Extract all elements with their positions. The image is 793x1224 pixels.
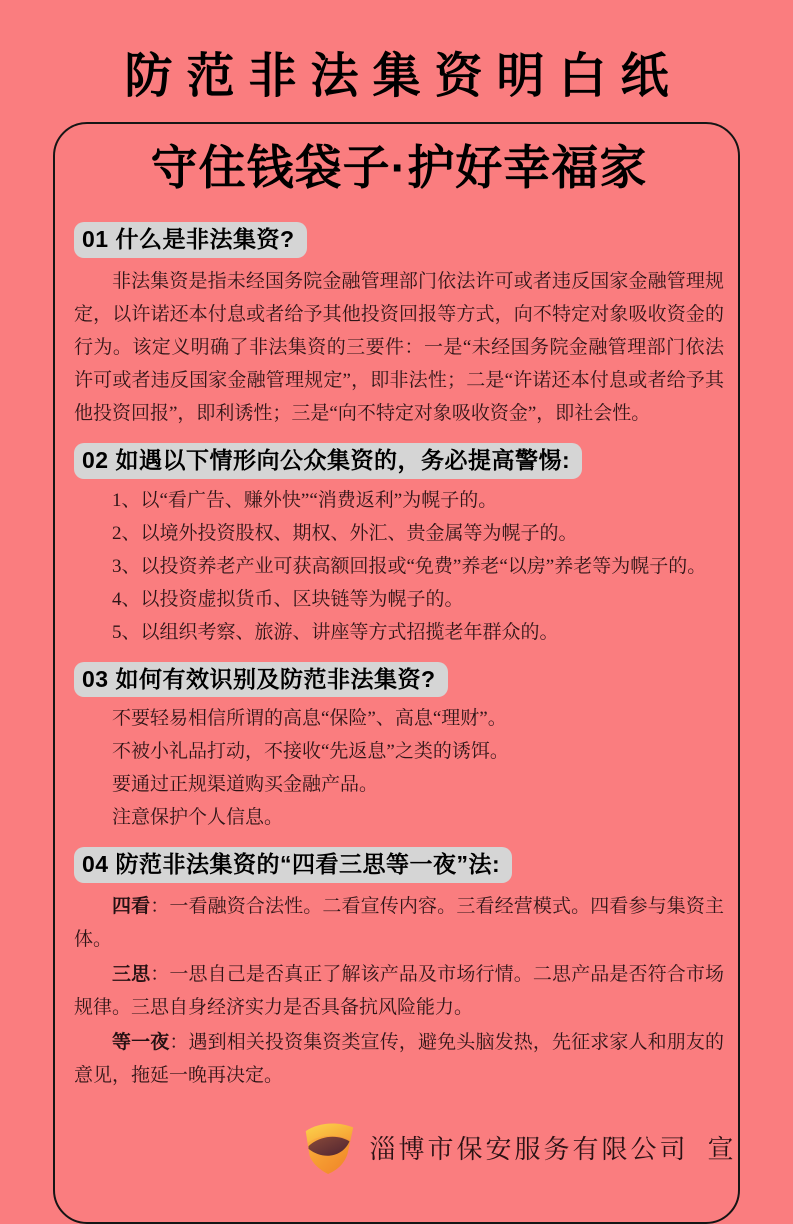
- section-01-header-badge: 01 什么是非法集资?: [74, 222, 307, 258]
- method-wait-a-night-text: ：遇到相关投资集资类宣传，避免头脑发热，先征求家人和朋友的意见，拖延一晚再决定。: [74, 1032, 724, 1087]
- identify-item-2: 不被小礼品打动，不接收“先返息”之类的诱饵。: [112, 741, 509, 763]
- identify-item-4: 注意保护个人信息。: [112, 807, 284, 829]
- method-wait-a-night-lead: 等一夜: [112, 1032, 170, 1054]
- method-three-thinks-lead: 三思: [112, 964, 151, 986]
- section-02-header-badge: 02 如遇以下情形向公众集资的，务必提高警惕:: [74, 443, 582, 479]
- method-four-looks-text: ：一看融资合法性。二看宣传内容。三看经营模式。四看参与集资主体。: [74, 896, 724, 951]
- shield-logo-icon: [301, 1120, 357, 1174]
- method-four-looks: [74, 890, 724, 956]
- publisher-name: 淄博市保安服务有限公司 宣: [369, 1134, 737, 1164]
- warning-item-2: 2、以境外投资股权、期权、外汇、贵金属等为幌子的。: [112, 522, 578, 544]
- method-wait-a-night: [74, 1026, 724, 1092]
- section-03-header-badge: 03 如何有效识别及防范非法集资?: [74, 662, 448, 698]
- method-three-thinks: [74, 958, 724, 1024]
- warning-item-4: 4、以投资虚拟货币、区块链等为幌子的。: [112, 588, 464, 610]
- section-warning-situations: [74, 430, 724, 649]
- identify-item-1: 不要轻易相信所谓的高息“保险”、高息“理财”。: [112, 708, 507, 730]
- section-04-header-badge: 04 防范非法集资的“四看三思等一夜”法:: [74, 847, 512, 883]
- section-how-to-identify: [74, 649, 724, 835]
- section-four-look-method: [74, 834, 724, 1092]
- warning-item-5: 5、以组织考察、旅游、讲座等方式招揽老年群众的。: [112, 621, 559, 643]
- warning-item-3: 3、以投资养老产业可获高额回报或“免费”养老“以房”养老等为幌子的。: [112, 555, 707, 577]
- page-title: 防范非法集资明白纸: [124, 50, 683, 103]
- section-what-is-illegal-fundraising: [74, 209, 724, 430]
- identify-item-3: 要通过正规渠道购买金融产品。: [112, 774, 379, 796]
- box-subtitle: 守住钱袋子·护好幸福家: [150, 140, 648, 194]
- warning-item-1: 1、以“看广告、赚外快”“消费返利”为幌子的。: [112, 489, 498, 511]
- footer: [194, 1120, 793, 1222]
- section-01-paragraph: 非法集资是指未经国务院金融管理部门依法许可或者违反国家金融管理规定，以许诺还本付息或者给予其他投资回报等方式，向不特定对象吸收资金的行为。该定义明确了非法集资的三要件：一是“未经国务院金融管理部门依法许可或者违反国家金融管理规定”，即非法性；二是“许诺还本付息或者给予其他投资回报”，即利诱性；三是“向不特定对象吸收资金”，即社会性。: [74, 270, 724, 424]
- method-three-thinks-text: ：一思自己是否真正了解该产品及市场行情。二思产品是否符合市场规律。三思自身经济实力是否具备抗风险能力。: [74, 964, 724, 1019]
- method-four-looks-lead: 四看: [112, 896, 151, 918]
- content-box: [53, 122, 740, 1224]
